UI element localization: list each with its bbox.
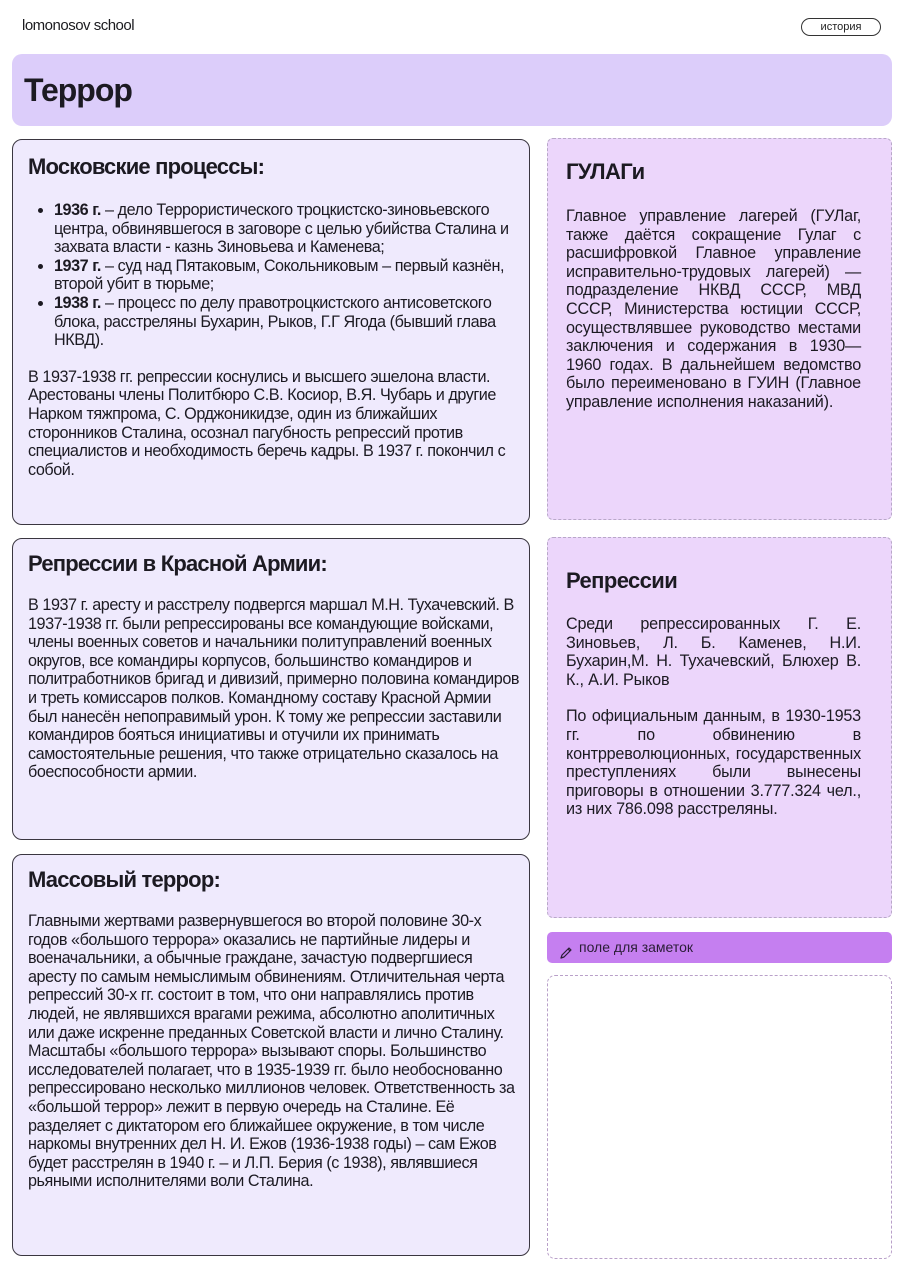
side-paragraph: По официальным данным, в 1930-1953 гг. по обвинению в контрреволюционных, государственных преступлениях были вынесены приговоры в отношении 3.777.324 чел., из них 786.098 расстреляны. (566, 707, 861, 819)
item-year: 1938 г. (54, 293, 101, 312)
card-paragraph: В 1937-1938 гг. репрессии коснулись и высшего эшелона власти. Арестованы члены Политбюро С.В. Косиор, В.Я. Чубарь и другие Нарком тяжпрома, С. Орджоникидзе, один из ближайших сторонников Сталина, осознал пагубность репрессий против специалистов и необходимость беречь кадры. В 1937 г. покончил с собой. (28, 367, 506, 479)
side-card-gulag (547, 138, 892, 520)
card-heading: Массовый террор: (28, 867, 220, 892)
list-item (54, 257, 521, 294)
brand-logo: lomonosov school (22, 17, 135, 34)
card-body (28, 201, 521, 479)
side-paragraph: Среди репрессированных Г. Е. Зиновьев, Л. Б. Каменев, Н.И. Бухарин,М. Н. Тухачевский, Блюхер В. К., А.И. Рыков (566, 615, 861, 689)
side-card-repressions (547, 537, 892, 918)
trials-list (28, 201, 521, 350)
subject-badge: история (801, 18, 881, 36)
list-item (54, 294, 521, 350)
card-body (28, 596, 521, 782)
side-paragraph: Главное управление лагерей (ГУЛаг, также даётся сокращение Гулаг с расшифровкой Главное управление исправительно-трудовых лагерей) — подразделение НКВД СССР, МВД СССР, Министерства юстиции СССР, осуществлявшее руководство местами заключения и содержания в 1930—1960 годах. В дальнейшем ведомство было переименовано в ГУИН (Главное управление исполнения наказаний). (566, 207, 861, 411)
item-text: – процесс по делу правотроцкистского антисоветского блока, расстреляны Бухарин, Рыков, Г.Г Ягода (бывший глава НКВД). (54, 293, 496, 350)
card-red-army (12, 538, 530, 840)
notes-header (547, 932, 892, 963)
list-item (54, 201, 521, 257)
item-text: – дело Террористического троцкистско-зиновьевского центра, обвинявшегося в заговоре с целью убийства Сталина и захвата власти - казнь Зиновьева и Каменева; (54, 201, 509, 257)
page-title: Террор (24, 72, 132, 108)
item-year: 1936 г. (54, 201, 101, 219)
side-heading: Репрессии (566, 568, 678, 593)
side-heading: ГУЛАГи (566, 159, 645, 184)
card-heading: Московские процессы: (28, 154, 265, 179)
side-body (566, 207, 861, 412)
card-mass-terror (12, 854, 530, 1256)
pencil-icon (559, 940, 573, 954)
card-paragraph: Главными жертвами развернувшегося во второй половине 30-х годов «большого террора» оказались не партийные лидеры и военачальники, а обычные граждане, зачастую подвергшиеся аресту по самым немыслимым обвинениям. Отличительная черта репрессий 30-х гг. состоит в том, что они направлялись против людей, не являвшихся врагами режима, абсолютно аполитичных или даже искренне преданных Советской власти и лично Сталину. Масштабы «большого террора» вызывают споры. Большинство исследователей полагает, что в 1935-1939 гг. было необоснованно репрессировано несколько миллионов человек. Ответственность за «большой террор» лежит в первую очередь на Сталине. Её разделяет с диктатором его ближайшее окружение, в том числе наркомы внутренних дел Н. И. Ежов (1936-1938 годы) – сам Ежов будет расстрелян в 1940 г. – и Л.П. Берия (с 1938), являвшиеся рьяными исполнителями воли Сталина. (28, 912, 515, 1191)
card-moscow-trials (12, 139, 530, 525)
item-year: 1937 г. (54, 256, 101, 275)
title-bar (12, 54, 892, 126)
card-paragraph: В 1937 г. аресту и расстрелу подвергся маршал М.Н. Тухачевский. В 1937-1938 гг. были репрессированы все командующие войсками, члены военных советов и начальники политуправлений военных округов, все командиры корпусов, большинство командиров и политработников бригад и дивизий, примерно половина командиров и треть комиссаров полков. Командному составу Красной Армии был нанесён непоправимый урон. К тому же репрессии заставили командиров бояться инициативы и отучили их принимать самостоятельные решения, что также отрицательно сказалось на боеспособности армии. (28, 596, 520, 782)
card-heading: Репрессии в Красной Армии: (28, 551, 327, 576)
notes-label: поле для заметок (579, 939, 694, 955)
notes-field[interactable] (547, 975, 892, 1259)
card-body (28, 912, 521, 1191)
item-text: – суд над Пятаковым, Сокольниковым – первый казнён, второй убит в тюрьме; (54, 256, 505, 294)
side-body (566, 615, 861, 819)
